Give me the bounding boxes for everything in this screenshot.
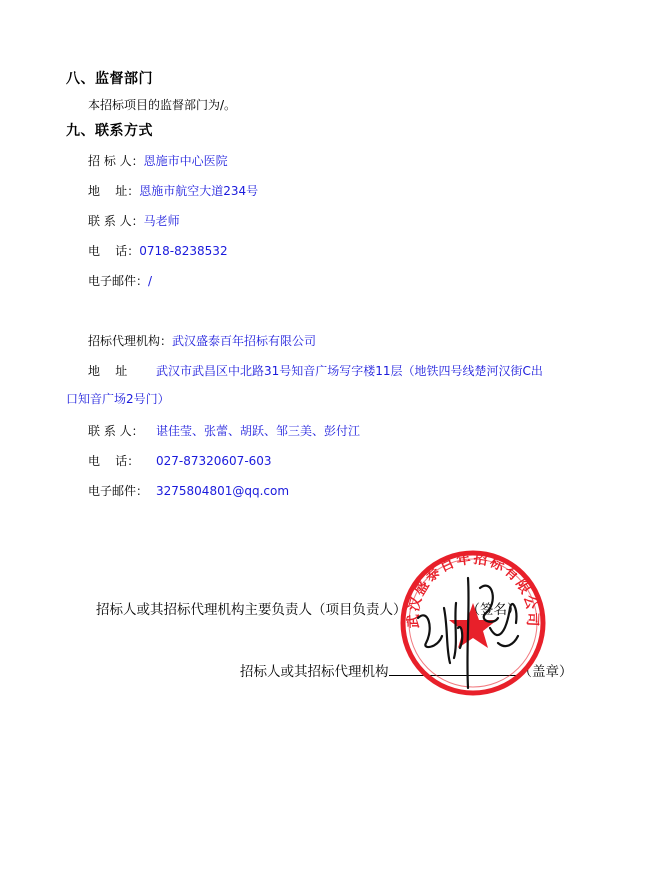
seal-text: 武汉盛泰百年招标有限公司 xyxy=(405,550,541,629)
agency-phone-row xyxy=(88,452,272,469)
section-8-text: 本招标项目的监督部门为/。 xyxy=(88,98,237,112)
signature-line-1-suffix: （签名） xyxy=(466,602,521,618)
agency-contact-label: 联 系 人： xyxy=(88,424,144,438)
signature-line-1-prefix: 招标人或其招标代理机构主要负责人（项目负责人） xyxy=(96,602,407,618)
tenderer-email-row xyxy=(88,272,152,289)
agency-phone-value: 027-87320607-603 xyxy=(156,454,272,468)
agency-email-value: 3275804801@qq.com xyxy=(156,484,290,498)
agency-email-row xyxy=(88,482,289,499)
tenderer-address-label: 地 址： xyxy=(88,184,140,198)
agency-email-label: 电子邮件： xyxy=(88,484,149,498)
tenderer-email-value: / xyxy=(148,274,153,288)
tenderer-row xyxy=(88,152,228,169)
agency-label: 招标代理机构： xyxy=(88,334,173,348)
signature-line-2-prefix: 招标人或其招标代理机构 xyxy=(240,664,389,680)
agency-address-row xyxy=(88,362,543,379)
tenderer-value: 恩施市中心医院 xyxy=(143,154,228,168)
tenderer-label: 招 标 人： xyxy=(88,154,144,168)
agency-address-line2: 口知音广场2号门） xyxy=(66,392,170,406)
tenderer-address-row xyxy=(88,182,258,199)
tenderer-address-value: 恩施市航空大道234号 xyxy=(139,184,259,198)
agency-value: 武汉盛泰百年招标有限公司 xyxy=(172,334,317,348)
agency-contact-row xyxy=(88,422,360,439)
section-8-heading: 八、监督部门 xyxy=(66,71,153,87)
tenderer-contact-value: 马老师 xyxy=(143,214,180,228)
agency-phone-label: 电 话： xyxy=(88,454,140,468)
section-9-heading: 九、联系方式 xyxy=(66,123,153,139)
signature-line-2-suffix: （盖章） xyxy=(518,664,573,680)
tenderer-phone-row xyxy=(88,242,228,259)
tenderer-phone-label: 电 话： xyxy=(88,244,140,258)
tenderer-contact-label: 联 系 人： xyxy=(88,214,144,228)
agency-address-line1: 武汉市武昌区中北路31号知音广场写字楼11层（地铁四号线楚河汉街C出 xyxy=(156,364,543,378)
agency-contact-value: 谌佳莹、张蕾、胡跃、邹三美、彭付江 xyxy=(156,424,361,438)
official-seal-icon xyxy=(398,548,548,698)
tenderer-contact-row xyxy=(88,212,180,229)
tenderer-phone-value: 0718-8238532 xyxy=(139,244,228,258)
agency-row xyxy=(88,332,316,349)
agency-address-label: 地 址 xyxy=(88,364,128,378)
tenderer-email-label: 电子邮件： xyxy=(88,274,149,288)
